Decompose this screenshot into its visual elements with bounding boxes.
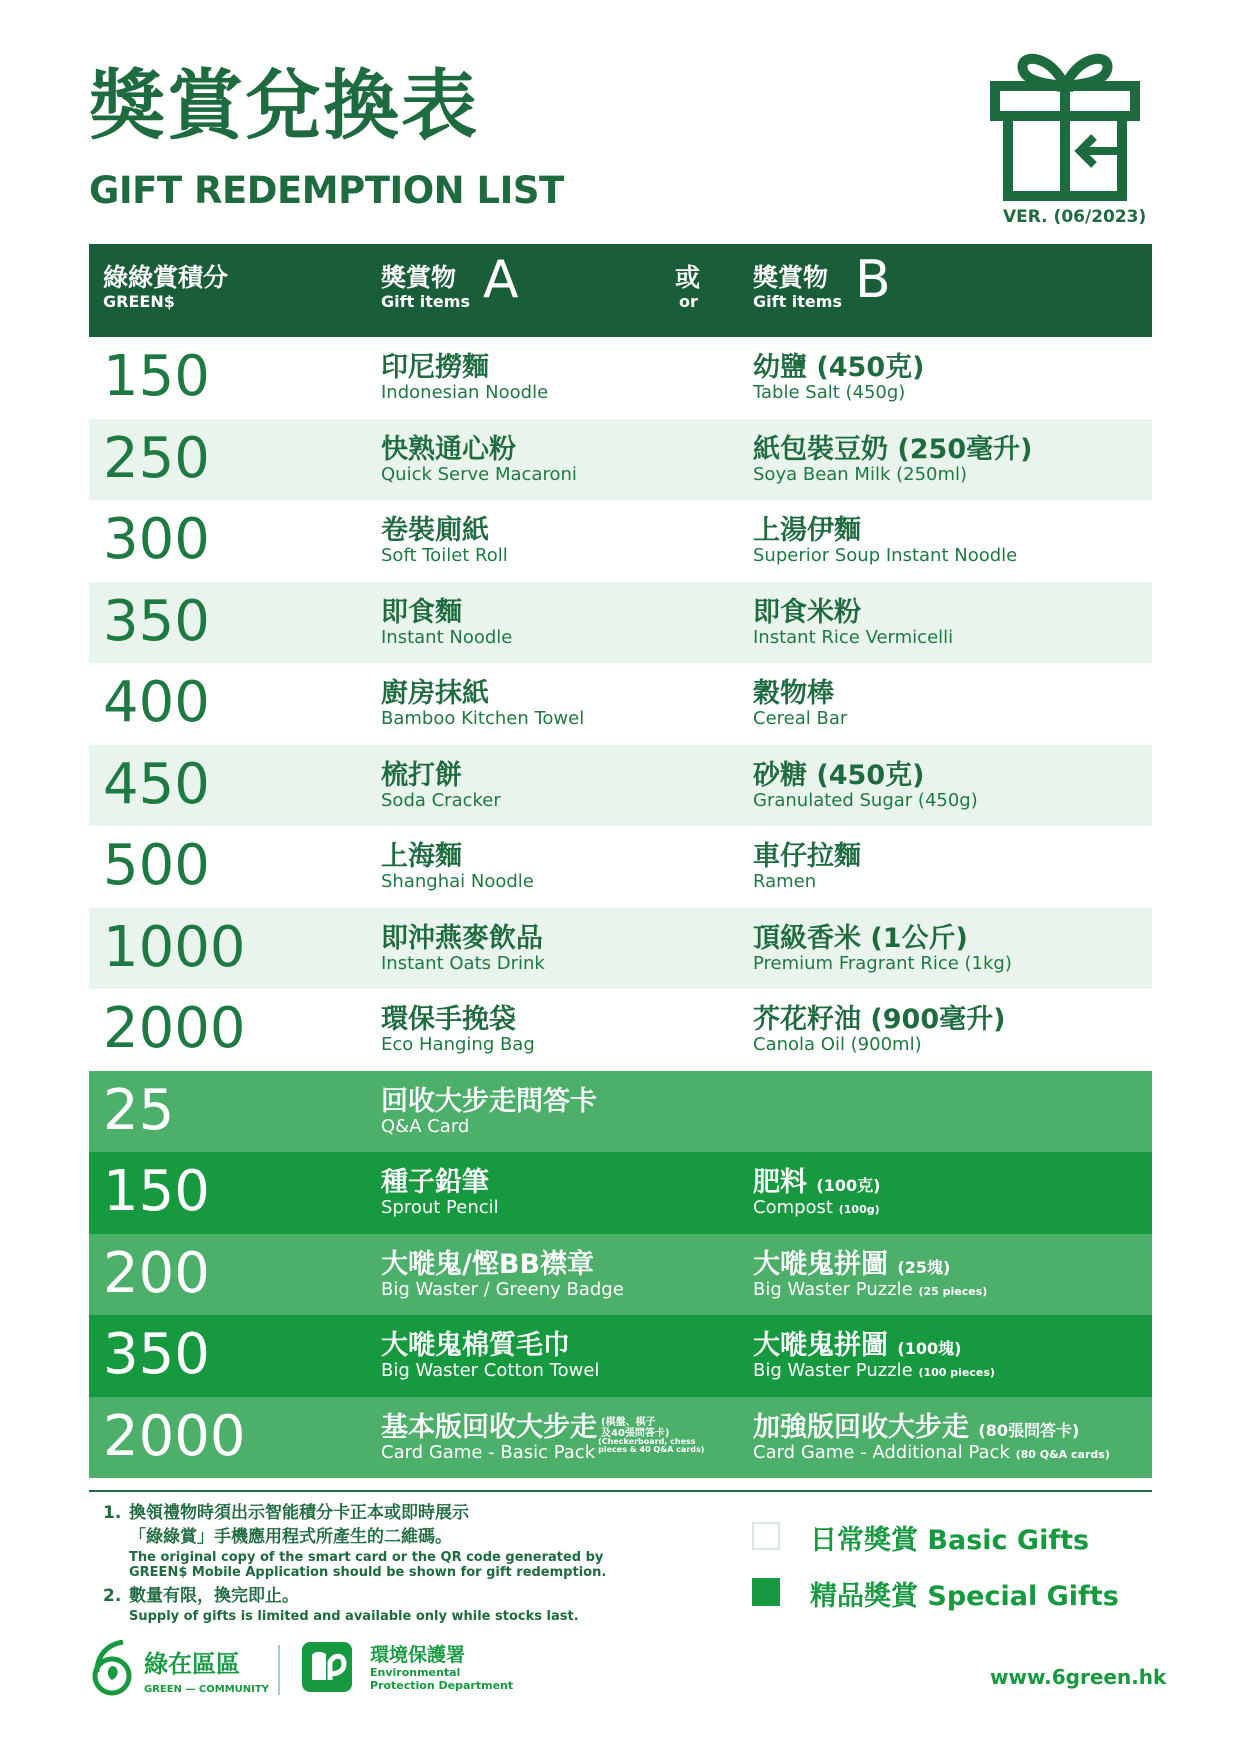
epd-name-en-line2: Protection Department — [370, 1679, 514, 1693]
gift-b-zh: 頂級香米 (1公斤) — [753, 922, 968, 954]
gift-icon — [990, 48, 1140, 203]
gift-b-en-text: Big Waster Puzzle — [753, 1360, 913, 1381]
page-title-zh: 獎賞兌換表 — [89, 61, 479, 150]
gift-b-zh-text: 肥料 — [753, 1167, 807, 1198]
website-link[interactable]: www.6green.hk — [990, 1665, 1167, 1689]
gift-b-zh-note: (25塊) — [897, 1257, 951, 1277]
note-1-zh-line1: 換領禮物時須出示智能積分卡正本或即時展示 — [129, 1503, 469, 1523]
gift-a-zh: 梳打餅 — [381, 759, 462, 791]
points-value: 400 — [103, 670, 210, 735]
legend-special-label: 精品獎賞 Special Gifts — [810, 1581, 1119, 1612]
note-1-en: The original copy of the smart card or the QR code generated by GREEN$ Mobile Application should be shown for gift redemption. — [129, 1549, 607, 1581]
gift-b-en: Superior Soup Instant Noodle — [753, 545, 1018, 566]
note-2-number: 2. — [103, 1585, 122, 1606]
gift-a-en: Q&A Card — [381, 1115, 470, 1137]
gift-b-en: Table Salt (450g) — [753, 382, 906, 403]
gift-b-zh — [753, 1242, 950, 1281]
gift-a-en: Soda Cracker — [381, 789, 501, 811]
points-value: 150 — [103, 344, 210, 409]
gift-b-zh-text: 大嘥鬼拼圖 — [753, 1330, 888, 1361]
gift-b-zh-text: 大嘥鬼拼圖 — [753, 1248, 888, 1280]
gift-a-en: Quick Serve Macaroni — [381, 463, 577, 485]
epd-name-zh: 環境保護署 — [370, 1644, 466, 1666]
points-value: 300 — [103, 507, 210, 572]
table-row — [89, 745, 1152, 827]
gift-b-en: Ramen — [753, 871, 817, 892]
table-row — [89, 989, 1152, 1071]
table-row — [89, 419, 1152, 501]
gift-b-zh: 上湯伊麵 — [753, 515, 861, 546]
table-row — [89, 663, 1152, 745]
gift-a-zh-text: 基本版回收大步走 — [381, 1411, 597, 1443]
gift-b-en — [753, 1197, 880, 1218]
gift-a-en-text: Card Game - Basic Pack — [381, 1441, 596, 1463]
gift-a-en-note-line1: (Checkerboard, chess — [598, 1436, 696, 1446]
gift-a-zh: 卷裝廁紙 — [381, 515, 489, 546]
header-gift-b-zh: 獎賞物 — [753, 263, 829, 292]
gift-a-en: Shanghai Noodle — [381, 871, 534, 892]
special-table-row — [89, 1397, 1152, 1479]
gift-a-zh: 大嘥鬼/慳BB襟章 — [381, 1248, 595, 1280]
gift-b-en-text: Card Game - Additional Pack — [753, 1441, 1010, 1463]
header-or-en: or — [679, 292, 698, 311]
gift-a-zh: 環保手挽袋 — [381, 1004, 516, 1035]
gift-a-en-note — [598, 1438, 704, 1456]
points-value: 350 — [103, 1322, 210, 1387]
note-1-zh-line2: 「綠綠賞」手機應用程式所產生的二維碼。 — [129, 1526, 452, 1547]
note-2-en: Supply of gifts is limited and available only while stocks last. — [129, 1608, 579, 1624]
page-title-en: GIFT REDEMPTION LIST — [89, 169, 564, 212]
gift-b-en: Canola Oil (900ml) — [753, 1034, 922, 1055]
gift-a-zh-note-line1: (棋盤、棋子 — [601, 1416, 656, 1428]
special-table-row — [89, 1234, 1152, 1316]
logo-separator — [278, 1645, 280, 1695]
gift-a-en: Big Waster / Greeny Badge — [381, 1278, 624, 1300]
header-points-zh: 綠綠賞積分 — [103, 263, 229, 292]
gift-b-en — [753, 1279, 987, 1300]
gift-b-zh: 穀物棒 — [753, 678, 834, 709]
divider — [89, 1490, 1152, 1492]
epd-logo — [300, 1640, 514, 1698]
special-table-row — [89, 1071, 1152, 1153]
gift-b-en-text: Big Waster Puzzle — [753, 1278, 913, 1300]
special-table-row — [89, 1152, 1152, 1234]
gift-a-zh: 回收大步走問答卡 — [381, 1085, 597, 1117]
gift-a-en — [381, 1436, 705, 1463]
gift-a-zh: 大嘥鬼棉質毛巾 — [381, 1330, 570, 1361]
points-value: 500 — [103, 833, 210, 898]
gift-b-en-note: (25 pieces) — [918, 1284, 988, 1298]
gift-a-zh: 即食麵 — [381, 596, 462, 628]
legend-basic-label: 日常獎賞 Basic Gifts — [810, 1525, 1090, 1556]
legend-basic-swatch — [752, 1522, 780, 1550]
note-1-number: 1. — [103, 1503, 122, 1523]
table-row — [89, 337, 1152, 419]
points-value: 350 — [103, 588, 210, 654]
gift-b-en — [753, 1442, 1110, 1463]
gift-a-en: Indonesian Noodle — [381, 382, 549, 403]
gift-b-en: Soya Bean Milk (250ml) — [753, 463, 968, 485]
gift-a-en: Instant Oats Drink — [381, 952, 545, 974]
table-row — [89, 500, 1152, 582]
gift-a-zh: 印尼撈麵 — [381, 352, 489, 383]
header-gift-a-en: Gift items — [381, 292, 470, 311]
notes-section — [103, 1502, 663, 1624]
gift-a-en: Sprout Pencil — [381, 1197, 499, 1218]
points-value: 2000 — [103, 996, 246, 1061]
gift-b-zh-note: (100克) — [816, 1176, 881, 1195]
gift-b-zh: 紙包裝豆奶 (250毫升) — [753, 433, 1033, 465]
gift-b-zh-note: (80張問答卡) — [978, 1420, 1080, 1440]
gift-b-en-note: (80 Q&A cards) — [1015, 1447, 1110, 1461]
gift-b-en: Premium Fragrant Rice (1kg) — [753, 952, 1012, 974]
points-value: 200 — [103, 1240, 210, 1306]
gift-b-en: Cereal Bar — [753, 708, 848, 729]
table-row — [89, 908, 1152, 990]
points-value: 450 — [103, 751, 210, 817]
header-gift-a-letter: A — [483, 250, 519, 310]
header-gift-b-en: Gift items — [753, 292, 842, 311]
gift-a-zh-note-line2: 及40張問答卡) — [601, 1428, 670, 1439]
gift-b-zh: 砂糖 (450克) — [753, 759, 925, 791]
header-points-en: GREEN$ — [103, 292, 175, 311]
green-community-logo — [89, 1640, 269, 1700]
table-header — [89, 244, 1152, 337]
epd-emblem-icon — [300, 1640, 354, 1694]
version-label: VER. (06/2023) — [1003, 207, 1147, 227]
points-value: 25 — [103, 1077, 175, 1143]
gift-b-zh: 即食米粉 — [753, 596, 861, 628]
gift-a-en-note-line2: pieces & 40 Q&A cards) — [598, 1445, 705, 1455]
points-value: 250 — [103, 425, 210, 491]
gift-a-en: Eco Hanging Bag — [381, 1034, 535, 1055]
gift-a-en: Soft Toilet Roll — [381, 545, 508, 566]
points-value: 1000 — [103, 914, 246, 980]
table-row — [89, 582, 1152, 664]
header-or-zh: 或 — [675, 263, 701, 292]
epd-name-en-line1: Environmental — [370, 1666, 461, 1679]
gift-a-zh: 即沖燕麥飲品 — [381, 922, 543, 954]
gift-a-zh: 快熟通心粉 — [381, 433, 516, 465]
gift-a-zh: 上海麵 — [381, 841, 462, 872]
gift-b-zh — [753, 1323, 961, 1362]
gift-b-zh-text: 加強版回收大步走 — [753, 1411, 969, 1443]
gift-b-en — [753, 1360, 995, 1381]
gift-b-zh: 幼鹽 (450克) — [753, 352, 925, 383]
special-table-row — [89, 1315, 1152, 1397]
note-2-zh-text: 數量有限，換完即止。 — [129, 1585, 299, 1606]
gift-b-en-note: (100 pieces) — [918, 1366, 995, 1379]
note-1-zh — [103, 1502, 663, 1526]
gift-b-en-text: Compost — [753, 1197, 833, 1218]
gift-a-zh: 種子鉛筆 — [381, 1167, 489, 1198]
header-gift-a-zh: 獎賞物 — [381, 263, 457, 292]
table-row — [89, 826, 1152, 908]
note-2-zh — [103, 1585, 663, 1609]
green-community-name-en: GREEN — COMMUNITY — [144, 1684, 269, 1695]
gift-b-zh — [753, 1160, 880, 1199]
gift-b-zh: 芥花籽油 (900毫升) — [753, 1004, 1006, 1035]
points-value: 150 — [103, 1159, 210, 1224]
gift-b-zh — [753, 1405, 1079, 1444]
green-community-name-zh: 綠在區區 — [144, 1650, 240, 1678]
gift-b-zh: 車仔拉麵 — [753, 841, 861, 872]
epd-name-en — [370, 1666, 513, 1692]
legend-special-swatch — [752, 1578, 780, 1606]
gift-b-en: Instant Rice Vermicelli — [753, 626, 954, 648]
six-leaf-logo-icon — [89, 1640, 135, 1696]
redemption-table — [89, 244, 1152, 1478]
gift-b-zh-note: (100塊) — [897, 1339, 962, 1358]
points-value: 2000 — [103, 1403, 246, 1469]
gift-b-en-note: (100g) — [838, 1203, 880, 1216]
gift-a-zh: 廚房抹紙 — [381, 678, 489, 709]
gift-a-en: Bamboo Kitchen Towel — [381, 708, 585, 729]
header-gift-b-letter: B — [855, 250, 891, 310]
gift-a-en: Instant Noodle — [381, 626, 513, 648]
gift-b-en: Granulated Sugar (450g) — [753, 789, 978, 811]
gift-a-en: Big Waster Cotton Towel — [381, 1360, 600, 1381]
